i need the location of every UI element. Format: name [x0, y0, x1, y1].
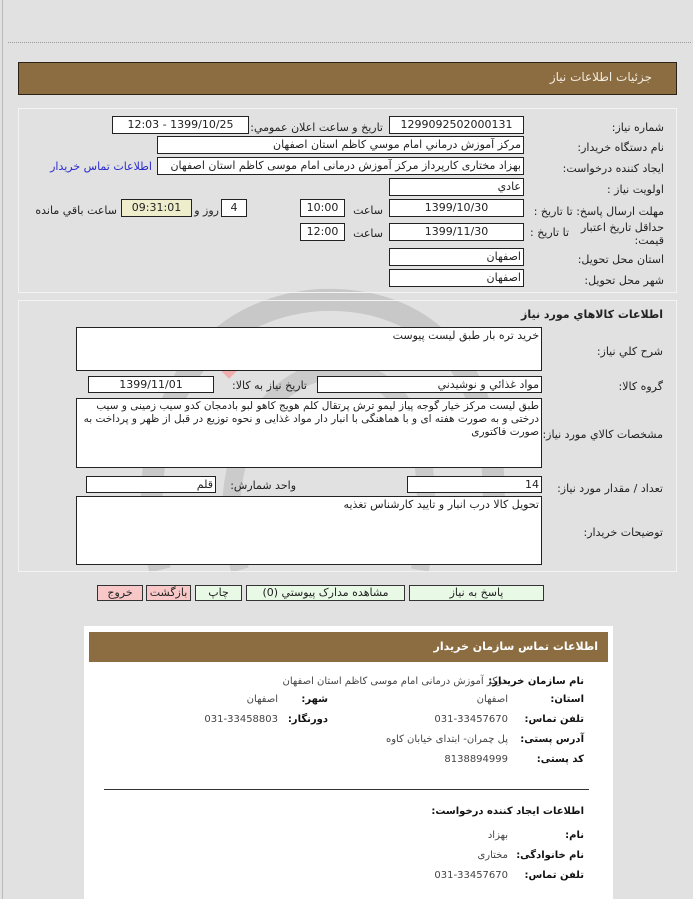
contact-org-label: نام سازمان خریدار:: [488, 676, 584, 687]
top-dotted-separator: [8, 42, 691, 43]
city-label: شهر محل تحويل:: [584, 274, 664, 287]
contact-card-title: اطلاعات تماس سازمان خریدار: [433, 640, 598, 653]
creator-last-name-label: نام خانوادگی:: [516, 850, 584, 861]
contact-city-label: شهر:: [301, 694, 328, 705]
creator-last-name-value: مختاری: [477, 850, 508, 861]
validity-time-field: 12:00: [300, 223, 345, 241]
creator-phone-value: 031-33457670: [434, 870, 508, 881]
province-label: استان محل تحويل:: [577, 253, 664, 266]
exit-button[interactable]: خروج: [97, 585, 143, 601]
contact-phone-label: تلفن تماس:: [524, 714, 584, 725]
contact-fax-value: 031-33458803: [204, 714, 278, 725]
announce-date-label: تاريخ و ساعت اعلان عمومي:: [250, 121, 383, 134]
summary-textarea: خريد تره بار طبق ليست پيوست: [76, 327, 542, 371]
need-date-field: 1399/11/01: [88, 376, 214, 393]
validity-until-label: تا تاريخ :: [530, 226, 569, 239]
contact-fax-label: دورنگار:: [287, 714, 328, 725]
summary-label: شرح کلي نياز:: [596, 345, 663, 358]
need-number-field: 1299092502000131: [389, 116, 524, 134]
contact-divider: [104, 789, 589, 790]
contact-phone-value: 031-33457670: [434, 714, 508, 725]
unit-label: واحد شمارش:: [230, 479, 296, 492]
buyer-notes-textarea: تحویل کالا درب انبار و تایید کارشناس تغذیه: [76, 496, 542, 565]
deadline-date-field: 1399/10/30: [389, 199, 524, 217]
goods-group-label: گروه کالا:: [618, 380, 663, 393]
deadline-time-field: 10:00: [300, 199, 345, 217]
province-field: اصفهان: [389, 248, 524, 266]
page-header-bar: [18, 62, 677, 95]
goods-group-field: مواد غذائي و نوشيدني: [317, 376, 542, 393]
time-left-countdown: 09:31:01: [121, 199, 192, 217]
quantity-label: تعداد / مقدار مورد نياز:: [557, 482, 663, 495]
buyer-notes-label: توضيحات خريدار:: [583, 526, 663, 539]
contact-province-value: اصفهان: [476, 694, 508, 705]
specs-label: مشخصات کالاي مورد نياز:: [542, 428, 663, 441]
announce-date-field: 1399/10/25 - 12:03: [112, 116, 249, 134]
priority-label: اولويت نياز :: [606, 183, 664, 196]
buyer-contact-card: [84, 626, 613, 899]
contact-address-label: آدرس پستی:: [520, 734, 584, 745]
creator-label: ايجاد کننده درخواست:: [562, 162, 664, 175]
priority-field: عادي: [389, 178, 524, 196]
city-field: اصفهان: [389, 269, 524, 287]
buyer-org-label: نام دستگاه خريدار:: [577, 141, 664, 154]
creator-first-name-value: بهزاد: [487, 830, 508, 841]
deadline-label: مهلت ارسال پاسخ: تا تاريخ :: [533, 205, 664, 218]
quantity-field: 14: [407, 476, 542, 493]
validity-date-field: 1399/11/30: [389, 223, 524, 241]
contact-org-value: مرکز آموزش درمانی امام موسی کاظم استان اصفهان: [282, 676, 508, 687]
validity-time-label: ساعت: [353, 227, 383, 240]
contact-postal-value: 8138894999: [444, 754, 508, 765]
contact-postal-label: کد پستی:: [536, 754, 584, 765]
unit-field: قلم: [86, 476, 216, 493]
contact-province-label: استان:: [550, 694, 584, 705]
buyer-org-field: مرکز آموزش درماني امام موسي کاظم استان اصفهان: [157, 136, 524, 154]
goods-section-title: اطلاعات کالاهاي مورد نياز: [521, 308, 663, 321]
creator-first-name-label: نام:: [565, 830, 584, 841]
need-number-label: شماره نياز:: [611, 121, 664, 134]
specs-textarea: طبق لیست مرکز خیار گوجه پیاز لیمو ترش پرتقال کلم هویج کاهو لبو بادمجان کدو سیب زمینی و سیب درختی و به صورت هفته ای و با هماهنگی با انبار دار مواد غذایی و نحوه توزیع در قبل از ظهر و پرداخت به صورت فاکتوری: [76, 398, 542, 468]
contact-city-value: اصفهان: [246, 694, 278, 705]
page-title: جزئيات اطلاعات نياز: [549, 70, 652, 84]
page-left-border: [2, 0, 3, 899]
contact-address-value: پل چمران- ابتدای خیابان کاوه: [385, 734, 508, 745]
creator-info-title: اطلاعات ایجاد کننده درخواست:: [431, 806, 584, 817]
days-left-field: 4: [221, 199, 247, 217]
reply-button[interactable]: پاسخ به نياز: [409, 585, 544, 601]
deadline-time-label: ساعت: [353, 204, 383, 217]
time-left-label: ساعت باقي مانده: [35, 204, 117, 217]
days-and-label: روز و: [194, 204, 219, 217]
buyer-contact-link[interactable]: اطلاعات تماس خريدار: [50, 160, 152, 173]
validity-label: حداقل تاريخ اعتبار قيمت:: [580, 221, 664, 247]
need-date-label: تاريخ نياز به کالا:: [232, 379, 307, 392]
creator-field: بهزاد مختاری کارپرداز مرکز آموزش درمانی امام موسی کاظم استان اصفهان: [157, 157, 524, 175]
print-button[interactable]: چاپ: [195, 585, 242, 601]
creator-phone-label: تلفن تماس:: [524, 870, 584, 881]
view-attachments-button[interactable]: مشاهده مدارک پيوستي (0): [246, 585, 405, 601]
contact-card-header: [89, 632, 608, 662]
back-button[interactable]: بازگشت: [146, 585, 191, 601]
